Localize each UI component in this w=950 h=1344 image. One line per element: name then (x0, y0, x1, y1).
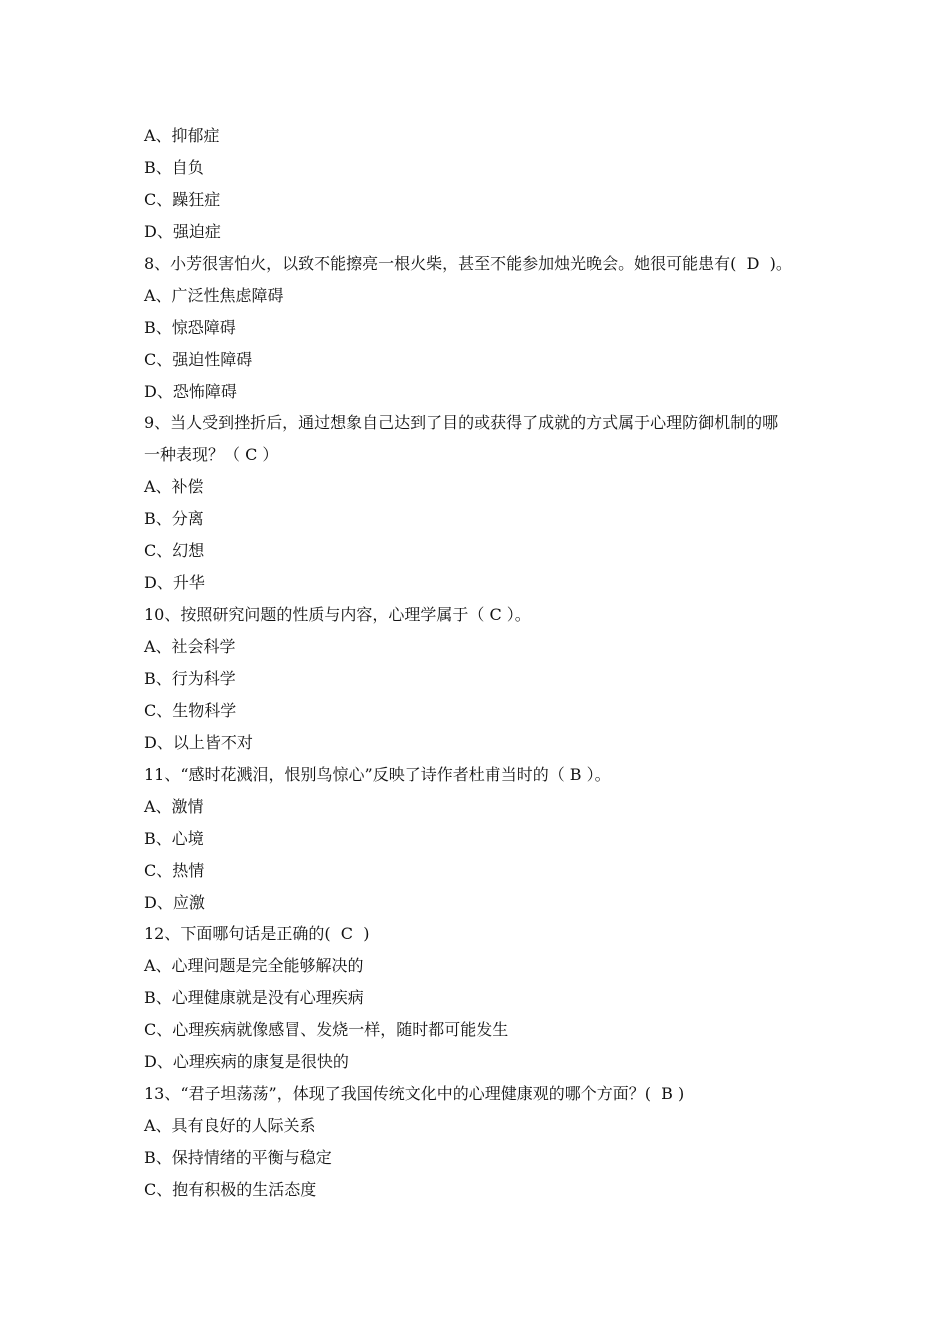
option-line: D、强迫症 (144, 221, 221, 241)
option-line: D、升华 (144, 573, 205, 593)
option-line: D、以上皆不对 (144, 732, 253, 752)
option-line: C、幻想 (144, 541, 205, 561)
option-line: C、躁狂症 (144, 189, 221, 209)
option-line: C、热情 (144, 860, 205, 880)
document-body (0, 120, 950, 1206)
option-line: A、广泛性焦虑障碍 (144, 285, 284, 305)
option-line: A、抑郁症 (144, 126, 220, 145)
option-line: A、心理问题是完全能够解决的 (144, 956, 364, 976)
option-line: C、生物科学 (144, 700, 237, 720)
option-line: A、补偿 (144, 477, 204, 497)
option-line: B、心境 (144, 828, 204, 848)
option-line: B、分离 (144, 509, 204, 529)
option-line: B、自负 (144, 157, 204, 177)
option-line: C、抱有积极的生活态度 (144, 1179, 317, 1199)
option-line: C、心理疾病就像感冒、发烧一样，随时都可能发生 (144, 1020, 509, 1040)
option-line: D、心理疾病的康复是很快的 (144, 1052, 349, 1072)
option-line: B、保持情绪的平衡与稳定 (144, 1148, 332, 1167)
question-line: 8、小芳很害怕火，以致不能擦亮一根火柴，甚至不能参加烛光晚会。她很可能患有( D )。 (144, 253, 792, 273)
question-continuation-line: 一种表现？（ C ） (144, 445, 279, 465)
option-line: C、强迫性障碍 (144, 349, 253, 369)
question-line: 12、下面哪句话是正确的( C ) (144, 924, 370, 944)
option-line: D、恐怖障碍 (144, 381, 237, 401)
option-line: D、应激 (144, 892, 205, 912)
question-line: 10、按照研究问题的性质与内容，心理学属于（ C ）。 (144, 605, 531, 625)
option-line: A、社会科学 (144, 637, 236, 656)
option-line: B、行为科学 (144, 668, 236, 688)
question-line: 9、当人受到挫折后，通过想象自己达到了目的或获得了成就的方式属于心理防御机制的哪 (144, 413, 779, 433)
option-line: A、激情 (144, 796, 204, 816)
question-line: 13、“君子坦荡荡”，体现了我国传统文化中的心理健康观的哪个方面？( B ) (144, 1084, 685, 1104)
option-line: A、具有良好的人际关系 (144, 1116, 316, 1136)
option-line: B、惊恐障碍 (144, 317, 236, 337)
question-line: 11、“感时花溅泪，恨别鸟惊心”反映了诗作者杜甫当时的（ B ）。 (144, 764, 611, 784)
option-line: B、心理健康就是没有心理疾病 (144, 988, 364, 1008)
